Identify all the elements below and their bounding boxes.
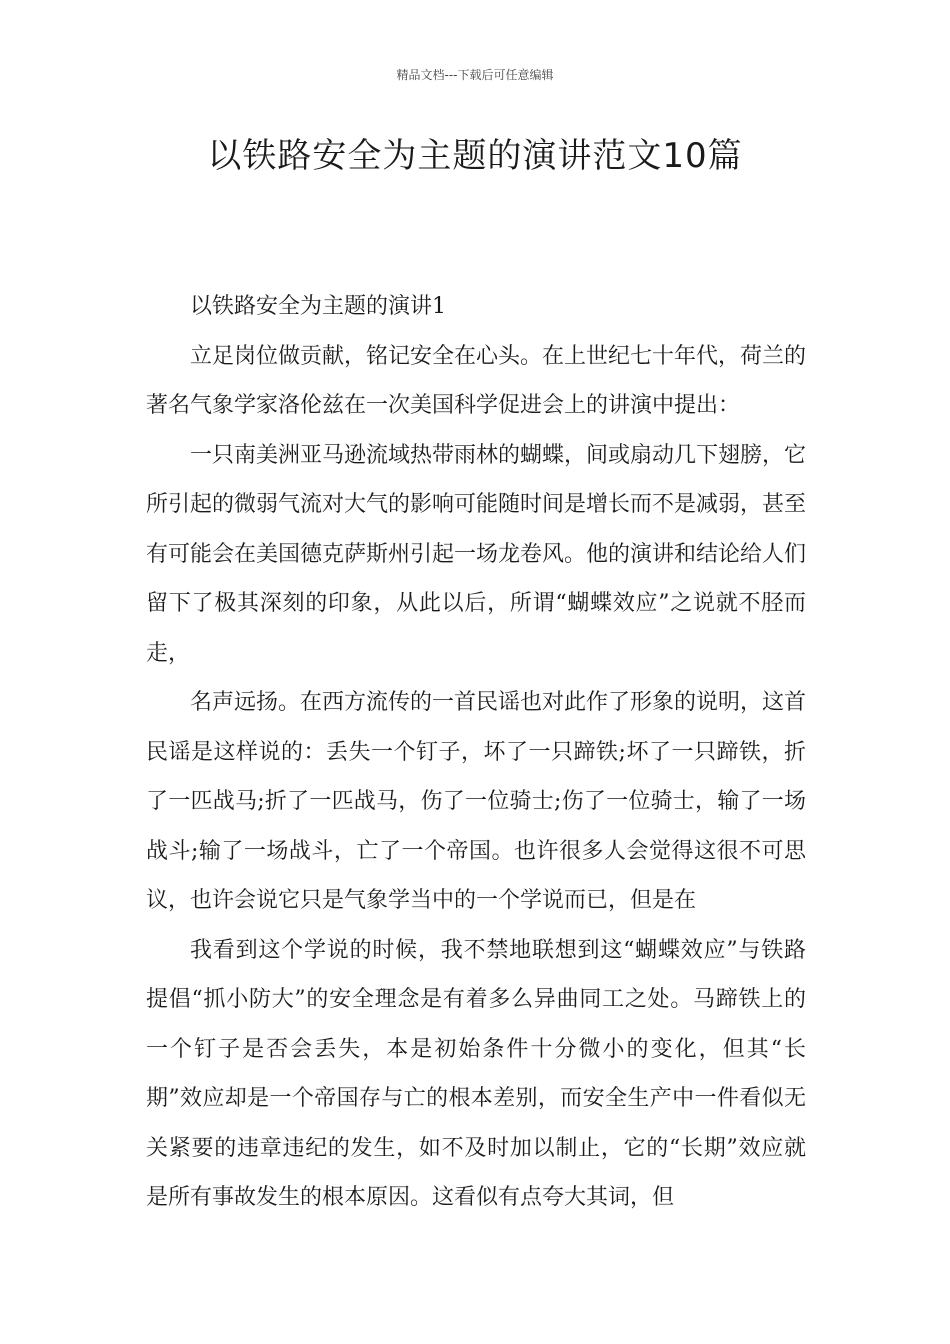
paragraph-3: 名声远扬。在西方流传的一首民谣也对此作了形象的说明，这首民谣是这样说的：丢失一个钉子，坏了一只蹄铁;坏了一只蹄铁，折了一匹战马;折了一匹战马，伤了一位骑士;伤了一位骑士，输了一场战斗;输了一场战斗，亡了一个帝国。也许很多人会觉得这很不可思议，也许会说它只是气象学当中的一个学说而已，但是在	[146, 690, 807, 913]
paragraph-2: 一只南美洲亚马逊流域热带雨林的蝴蝶，间或扇动几下翅膀，它所引起的微弱气流对大气的影响可能随时间是增长而不是减弱，甚至有可能会在美国德克萨斯州引起一场龙卷风。他的演讲和结论给人们留下了极其深刻的印象，从此以后，所谓“蝴蝶效应”之说就不胫而走，	[146, 442, 807, 666]
section-heading: 以铁路安全为主题的演讲1	[190, 294, 446, 319]
paragraph-4: 我看到这个学说的时候，我不禁地联想到这“蝴蝶效应”与铁路提倡“抓小防大”的安全理念是有着多么异曲同工之处。马蹄铁上的一个钉子是否会丢失，本是初始条件十分微小的变化，但其“长期”效应却是一个帝国存与亡的根本差别，而安全生产中一件看似无关紧要的违章违纪的发生，如不及时加以制止，它的“长期”效应就是所有事故发生的根本原因。这看似有点夸大其词，但	[146, 937, 806, 1210]
paragraph-1: 立足岗位做贡献，铭记安全在心头。在上世纪七十年代，荷兰的著名气象学家洛伦兹在一次美国科学促进会上的讲演中提出：	[146, 343, 807, 418]
document-title: 以铁路安全为主题的演讲范文10篇	[207, 136, 743, 176]
document-body	[146, 282, 806, 1223]
page-header-note: 精品文档---下载后可任意编辑	[396, 68, 554, 82]
